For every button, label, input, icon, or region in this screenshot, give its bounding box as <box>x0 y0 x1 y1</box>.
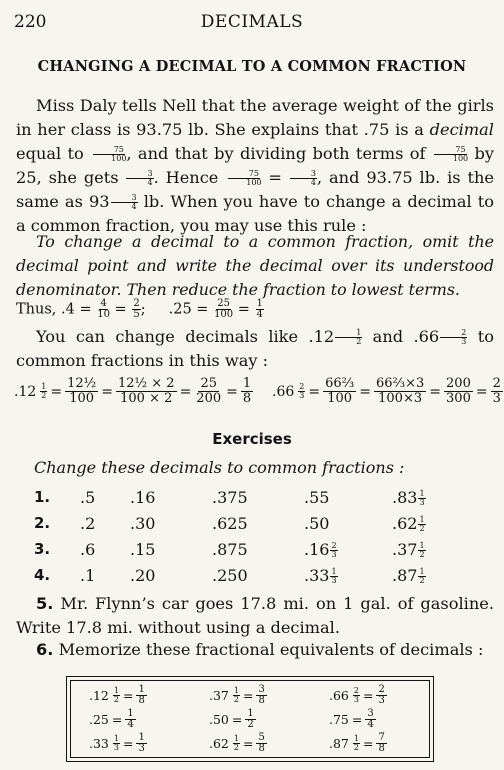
equivalent-entry: .87 $\frac{1}{2}$ = $\frac{7}{8}$ <box>329 732 385 754</box>
exercises-heading: Exercises <box>212 430 292 448</box>
fraction: $\frac{2}{5}$ <box>133 298 140 320</box>
equation-twelve-half: .12 $\frac{1}{2}$ = $\frac{\text{12½}}{100}$ = $\frac{\text{12½ × 2}}{100 \times 2}$ = $\frac{25}{200}$ = $\frac{1}{8}$ <box>14 376 252 406</box>
fraction: $\frac{25}{100}$ <box>214 298 234 320</box>
fraction: $\frac{1}{2}$ <box>419 567 425 585</box>
exercise-number: 5. <box>36 594 54 613</box>
equivalent-entry: .33 $\frac{1}{3}$ = $\frac{1}{3}$ <box>89 732 145 754</box>
intro-text-3: , and that by dividing both terms of <box>126 144 432 163</box>
page-header <box>14 12 490 34</box>
exercise-6 <box>36 640 483 659</box>
exercise-6-text: Memorize these fractional equivalents of decimals : <box>58 640 484 659</box>
rule-text: To change a decimal to a common fraction, omit the decimal point and write the decimal over its understood denominator. Then reduce the fraction to lowest terms. <box>16 232 494 299</box>
fraction: $\frac{2}{3}$ <box>440 329 467 346</box>
fraction: $\frac{1}{2}$ <box>335 329 362 346</box>
exercise-decimal: .250 <box>212 566 248 585</box>
intro-text-8: lb. When you have to change a decimal to a common fraction, you may use this rule : <box>16 192 494 235</box>
page-number: 220 <box>14 12 47 32</box>
fraction: $\frac{1}{2}$ <box>233 734 239 752</box>
fraction: $\frac{2}{3}$ <box>378 684 385 706</box>
exercise-decimal: .2 <box>80 514 96 533</box>
exercise-decimal: .50 <box>304 514 330 533</box>
para2-text-1: You can change decimals like .12 <box>36 327 335 346</box>
example-line <box>16 299 264 320</box>
intro-paragraph <box>16 94 494 238</box>
fraction: $\frac{1}{4}$ <box>127 708 134 730</box>
exercise-decimal: .20 <box>130 566 156 585</box>
fraction: $\frac{7}{8}$ <box>378 732 385 754</box>
exercise-5-text: Mr. Flynn’s car goes 17.8 mi. on 1 gal. of gasoline. Write 17.8 mi. without using a decimal. <box>16 594 494 637</box>
exercise-row <box>0 514 504 538</box>
exercise-decimal: .375 <box>212 488 248 507</box>
intro-text-5: . Hence <box>153 168 226 187</box>
exercise-decimal: .55 <box>304 488 330 507</box>
equivalent-entry: .62 $\frac{1}{2}$ = $\frac{5}{8}$ <box>209 732 265 754</box>
exercise-decimal: .16 <box>130 488 156 507</box>
fraction: $\frac{1}{2}$ <box>419 515 425 533</box>
section-title: CHANGING A DECIMAL TO A COMMON FRACTION <box>37 58 467 75</box>
equals: = <box>233 301 255 318</box>
equivalent-entry: .75 = $\frac{3}{4}$ <box>329 708 374 730</box>
exercise-decimal: .1 <box>80 566 96 585</box>
equivalent-entry: .66 $\frac{2}{3}$ = $\frac{2}{3}$ <box>329 684 385 706</box>
fraction: $\frac{1}{3}$ <box>113 734 119 752</box>
equivalent-entry: .37 $\frac{1}{2}$ = $\frac{3}{8}$ <box>209 684 265 706</box>
exercise-decimal: .15 <box>130 540 156 559</box>
fraction: $\frac{3}{8}$ <box>258 684 265 706</box>
exercise-decimal: .33 $\frac{1}{3}$ <box>304 566 337 585</box>
fraction: $\frac{2}{3}$ <box>353 686 359 704</box>
fraction: $\frac{1}{2}$ <box>247 708 254 730</box>
para2-text-2: and .66 <box>362 327 440 346</box>
equivalents-table <box>66 676 434 762</box>
running-head: DECIMALS <box>200 12 304 32</box>
exercise-decimal: .87 $\frac{1}{2}$ <box>392 566 425 585</box>
exercise-decimal: .625 <box>212 514 248 533</box>
exercise-number: 4. <box>34 566 51 584</box>
fraction: $\frac{75}{100}$ <box>433 146 468 163</box>
exercises-instruction: Change these decimals to common fractions : <box>34 458 405 477</box>
exercise-row <box>0 540 504 564</box>
mixed-decimal-paragraph <box>16 325 494 373</box>
exercise-5 <box>16 592 494 640</box>
exercise-number: 6. <box>36 640 54 659</box>
exercise-row <box>0 566 504 590</box>
exercise-decimal: .875 <box>212 540 248 559</box>
fraction: $\frac{1}{2}$ <box>233 686 239 704</box>
intro-text-4: by 25, she gets <box>16 144 494 187</box>
fraction: $\frac{3}{4}$ <box>126 170 153 187</box>
exercise-number: 3. <box>34 540 51 558</box>
example-mid: ; .25 = <box>140 301 214 318</box>
intro-decimal-term: decimal <box>429 120 494 139</box>
exercise-decimal: .37 $\frac{1}{2}$ <box>392 540 425 559</box>
fraction: $\frac{3}{4}$ <box>367 708 374 730</box>
exercise-decimal: .83 $\frac{1}{3}$ <box>392 488 425 507</box>
equivalent-entry: .25 = $\frac{1}{4}$ <box>89 708 134 730</box>
fraction: $\frac{5}{8}$ <box>258 732 265 754</box>
intro-text-7: , and 93.75 lb. is the same as 93 <box>16 168 494 211</box>
fraction: $\frac{3}{4}$ <box>111 194 138 211</box>
exercise-decimal: .5 <box>80 488 96 507</box>
para2-text-3: to common fractions in this way : <box>16 327 494 370</box>
exercise-decimal: .30 <box>130 514 156 533</box>
fraction: $\frac{75}{100}$ <box>91 146 126 163</box>
equivalents-table-inner <box>70 680 430 758</box>
exercise-decimal: .16 $\frac{2}{3}$ <box>304 540 337 559</box>
equation-sixty-six-two-thirds: .66 $\frac{2}{3}$ = $\frac{\text{66⅔}}{100}$ = $\frac{\text{66⅔×3}}{100\times 3}$ = $\frac{200}{300}$ = $\frac{2}{3}$ <box>272 376 501 406</box>
fraction: $\frac{2}{3}$ <box>331 541 337 559</box>
intro-text-6: = <box>261 168 289 187</box>
fraction: $\frac{4}{10}$ <box>97 298 110 320</box>
exercise-decimal: .62 $\frac{1}{2}$ <box>392 514 425 533</box>
intro-text-2: equal to <box>16 144 91 163</box>
equals: = <box>109 301 132 318</box>
example-lead: Thus, .4 = <box>16 301 97 318</box>
fraction: $\frac{1}{3}$ <box>331 567 337 585</box>
fraction: $\frac{1}{3}$ <box>138 732 145 754</box>
fraction: $\frac{1}{8}$ <box>138 684 145 706</box>
fraction: $\frac{3}{4}$ <box>290 170 317 187</box>
worked-equations <box>14 376 501 413</box>
fraction: $\frac{1}{2}$ <box>419 541 425 559</box>
exercise-number: 2. <box>34 514 51 532</box>
fraction: $\frac{1}{2}$ <box>113 686 119 704</box>
equivalent-entry: .50 = $\frac{1}{2}$ <box>209 708 254 730</box>
intro-text-1: Miss Daly tells Nell that the average weight of the girls in her class is 93.75 lb. She explains that .75 is a <box>16 96 494 139</box>
fraction: $\frac{75}{100}$ <box>226 170 261 187</box>
exercise-number: 1. <box>34 488 51 506</box>
fraction: $\frac{1}{3}$ <box>419 489 425 507</box>
exercise-decimal: .6 <box>80 540 96 559</box>
equivalent-entry: .12 $\frac{1}{2}$ = $\frac{1}{8}$ <box>89 684 145 706</box>
exercise-row <box>0 488 504 512</box>
fraction: $\frac{1}{2}$ <box>353 734 359 752</box>
fraction: $\frac{1}{4}$ <box>256 298 263 320</box>
